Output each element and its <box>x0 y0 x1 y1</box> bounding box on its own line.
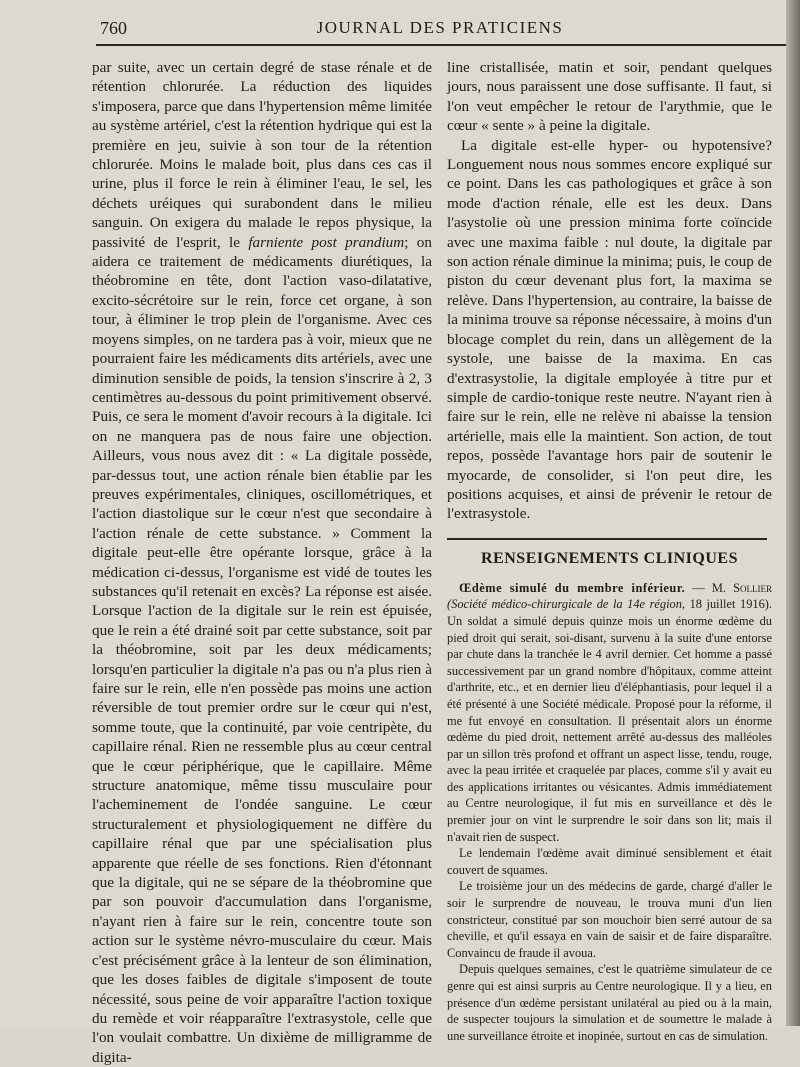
header-rule <box>96 44 786 46</box>
right-column <box>447 58 772 1044</box>
case-source: (Société médico-chirurgicale de la 14e région, <box>447 597 690 612</box>
case-report-paragraph-2: Le lendemain l'œdème avait diminué sensiblement et était couvert de squames. <box>447 846 772 877</box>
latin-phrase: farniente post prandium <box>248 233 405 251</box>
case-title: Œdème simulé du membre inférieur. <box>459 580 686 595</box>
right-column-paragraph-2: La digitale est-elle hyper- ou hypotensive? Longuement nous nous sommes encore expliqué sur ce point. Dans les cas pathologiques et grâce à son mode d'action rénale, elle est les deux. Dans l'asystolie où une pression minima forte coïncide avec une maxima faible : nul doute, la digitale par son action rénale diminue la minima; puis, le coup de piston du cœur devenant plus fort, la maxima se relève. Dans l'hypertension, au contraire, la baisse de la minima trouve sa réponse nécessaire, à moins d'un blocage complet du rein, dans un allègement de la systole, une baisse de la maxima. En cas d'extrasystolie, la digitale employée à titre pur et simple de cardio-tonique reste neutre. N'ayant rien à faire sur le rein, elle ne relève ni abaisse la tension artérielle, mais elle la maintient. Son action, de tout repos, possède l'avantage hors pair de soutenir le myocarde, de consolider, si l'on peut dire, les positions acquises, et ainsi de prévenir le retour de l'extrasystole. <box>447 136 772 523</box>
right-column-paragraph-1: line cristallisée, matin et soir, pendant quelques jours, nous paraissent une dose suffisante. Il faut, si l'on veut empêcher le retour de l'arythmie, que le cœur « sente » à peine la digitale. <box>447 59 772 135</box>
case-report-paragraph-1: Œdème simulé du membre inférieur. — M. Sollier (Société médico-chirurgicale de la 14e région, 18 juillet 1916). Un soldat a simulé depuis quinze mois un énorme œdème du pied droit qui serait, soi-disant, survenu à la suite d'une entorse par chute dans la tranchée le 4 avril dernier. Cet homme a passé successivement par un grand nombre d'hôpitaux, comme atteint d'arthrite, etc., et en dernier lieu d'éléphantiasis, pour lequel il a été présenté à une Société médicale. Proposé pour la réforme, il me fut envoyé en consultation. Il présentait alors un énorme œdème du pied droit, nettement arrêté au-dessus des malléoles par un sillon très profond et offrant un aspect lisse, tendu, rouge, avec la peau irritée et craquelée par places, comme s'il y avait eu des applications irritantes ou vésicantes. Admis immédiatement au Centre neurologique, il fut mis en surveillance et dès le premier jour on vint le surprendre le soir dans son lit; mais il n'avait rien de suspect. <box>447 580 773 844</box>
left-column-paragraph: par suite, avec un certain degré de stase rénale et de rétention chlorurée. La réduction des liquides s'imposera, parce que dans l'hypertension même limitée au système artériel, c'est la rétention hydrique qui est la première en jeu, suivie à son tour de la rétention chlorurée. Moins le malade boit, plus dans ces cas il urine, plus il force le rein à éliminer l'eau, le sel, les déchets uréiques qui surabondent dans le milieu sanguin. On exigera du malade le repos physique, la passivité de l'esprit, le farniente post prandium; on aidera ce traitement de médicaments diurétiques, la théobromine en tête, dont l'action vaso-dilatative, excito-sécrétoire sur le rein, force cet organe, à son tour, à éliminer le trop plein de l'organisme. Avec ces moyens simples, on ne tardera pas à voir, mieux que ne pourraient faire les médicaments dits artériels, avec une diminution sensible de poids, la tension s'inscrire à 2, 3 centimètres au-dessous du point primitivement observé. Puis, ce sera le moment d'avoir recours à la digitale. Ici on ne manquera pas de nous faire une objection. Ailleurs, vous nous avez dit : « La digitale possède, par-dessus tout, une action rénale bien établie par les preuves expérimentales, cliniques, oscillométriques, et l'action diastolique sur le cœur n'est que secondaire à l'action rénale de cette substance. » Comment la digitale peut-elle être opérante lorsque, grâce à la médication ci-dessus, l'organisme est vidé de toutes les substances qu'il retenait en excès? La réponse est aisée. Lorsque l'action de la digitale sur le rein est épuisée, que le rein a été drainé soit par cette substance, soit par la théobromine, soit par les deux médicaments; lorsqu'en particulier la digitale n'a pas ou n'a plus rien à faire sur le rein, elle n'en possède pas moins une action réversible de tout premier ordre sur le cœur qui n'est, somme toute, que la continuité, par voie centripète, du capillaire rénal. Rien ne ressemble plus au cœur central que le cœur périphérique, que le capillaire. Même structure anatomique, même tissu musculaire pour l'acheminement de l'ondée sanguine. Le cœur structuralement et physiologiquement ne diffère du capillaire rénal que par une spécialisation plus apparente que réelle de ses fonctions. Rien d'étonnant que la digitale, qui ne se sépare de la théobromine que par son pouvoir d'accumulation dans l'organisme, n'ayant rien à faire sur le rein, concentre toute son action sur le système névro-musculaire du cœur. Mais c'est précisément grâce à la lenteur de son élimination, que les doses faibles de digitale s'imposent de toute nécessité, sous peine de voir apparaître l'action toxique du remède et voir réapparaître l'extrasystole, celle que l'on voulait combattre. Un dixième de milligramme de digita- <box>92 59 432 1066</box>
page-number: 760 <box>100 18 127 38</box>
case-author: Sollier <box>733 580 772 595</box>
page-binding-edge <box>786 0 800 1026</box>
page-header <box>100 18 780 44</box>
left-column <box>92 58 432 1067</box>
section-title: RENSEIGNEMENTS CLINIQUES <box>481 549 738 567</box>
journal-title: JOURNAL DES PRATICIENS <box>316 18 564 37</box>
case-report-paragraph-4: Depuis quelques semaines, c'est le quatrième simulateur de ce genre qui est ainsi surpris au Centre neurologique. Il y a lieu, en présence d'un œdème persistant unilatéral au pied ou à la main, de suspecter toujours la simulation et de soumettre le malade à une surveillance étroite et inopinée, surtout en cas de simulation. <box>447 962 772 1043</box>
case-report-paragraph-3: Le troisième jour un des médecins de garde, chargé d'aller le soir le surprendre de nouveau, le trouva muni d'un lien constricteur, constitué par son mouchoir bien serré autour de sa cheville, et qu'il essaya en vain de saisir et de faire disparaître. Convaincu de fraude il avoua. <box>447 879 772 960</box>
case-date: 18 juillet 1916). <box>689 597 773 612</box>
section-rule <box>447 538 767 540</box>
